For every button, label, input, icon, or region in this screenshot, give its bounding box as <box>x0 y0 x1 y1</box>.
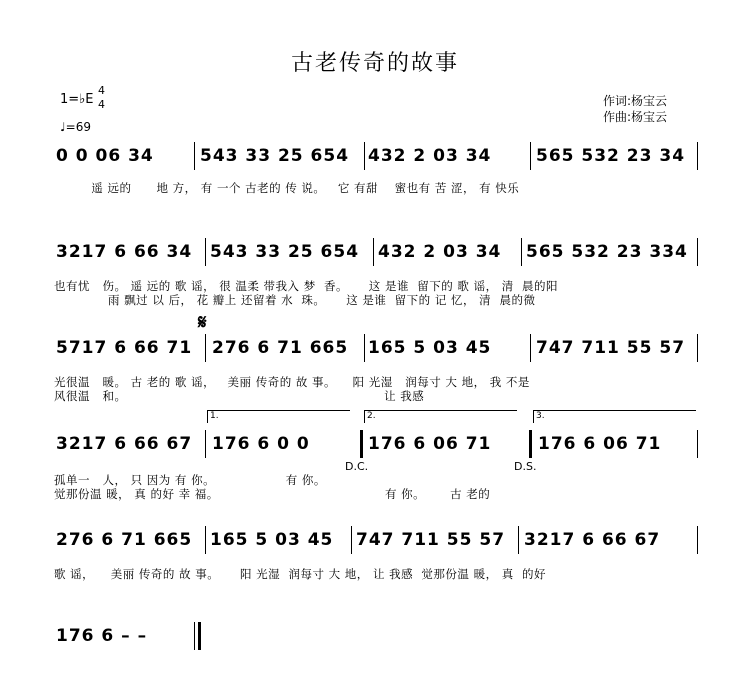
measure: 543 33 25 654 <box>210 242 360 262</box>
composer-credit: 作曲:杨宝云 <box>603 110 668 124</box>
barline <box>205 334 206 362</box>
dal-segno-mark: D.S. <box>514 460 537 473</box>
time-signature-top: 4 <box>98 84 105 97</box>
lyric-line: 觉那份温 暖， 真 的好 幸 福。 有 你。 古 老的 <box>54 487 491 501</box>
measure: 543 33 25 654 <box>200 146 350 166</box>
measure: 176 6 – – <box>56 626 148 646</box>
barline <box>351 526 352 554</box>
barline <box>530 334 531 362</box>
measure: 5717 6 66 71 <box>56 338 193 358</box>
segno-sign: 𝄋 <box>198 310 207 334</box>
lyric-line: 雨 飘过 以 后， 花 瓣上 还留着 水 珠。 这 是谁 留下的 记 忆， 清 晨的微 <box>54 293 536 307</box>
barline <box>373 238 374 266</box>
barline <box>360 430 363 458</box>
measure: 176 6 06 71 <box>538 434 662 454</box>
measure: 432 2 03 34 <box>368 146 492 166</box>
time-signature-bottom: 4 <box>98 98 105 111</box>
barline <box>205 238 206 266</box>
volta-bracket-2: 2. <box>364 410 517 423</box>
barline <box>521 238 522 266</box>
measure: 3217 6 66 67 <box>56 434 193 454</box>
barline <box>364 334 365 362</box>
lyric-line: 风很温 和。 让 我感 <box>54 389 425 403</box>
final-barline-thick <box>198 622 201 650</box>
measure: 432 2 03 34 <box>378 242 502 262</box>
da-capo-mark: D.C. <box>345 460 369 473</box>
barline <box>697 334 698 362</box>
measure: 0 0 06 34 <box>56 146 154 166</box>
barline <box>697 238 698 266</box>
barline <box>530 142 531 170</box>
tempo-marking: ♩=69 <box>60 120 91 134</box>
barline <box>697 142 698 170</box>
measure: 165 5 03 45 <box>368 338 492 358</box>
lyric-line: 光很温 暖。 古 老的 歌 谣， 美丽 传奇的 故 事。 阳 光湿 润每寸 大 地， 我 不是 <box>54 375 530 389</box>
song-title: 古老传奇的故事 <box>290 51 459 76</box>
measure: 3217 6 66 34 <box>56 242 193 262</box>
volta-bracket-1: 1. <box>207 410 350 423</box>
measure: 747 711 55 57 <box>356 530 506 550</box>
measure: 176 6 06 71 <box>368 434 492 454</box>
barline <box>529 430 532 458</box>
barline <box>205 526 206 554</box>
final-barline-thin <box>194 622 195 650</box>
lyric-line: 遥 远的 地 方， 有 一个 古老的 传 说。 它 有甜 蜜也有 苦 涩， 有 快乐 <box>54 181 520 195</box>
measure: 276 6 71 665 <box>56 530 193 550</box>
lyricist-credit: 作词:杨宝云 <box>603 94 668 108</box>
barline <box>194 142 195 170</box>
lyric-line: 歌 谣， 美丽 传奇的 故 事。 阳 光湿 润每寸 大 地， 让 我感 觉那份温 暖， 真 的好 <box>54 567 547 581</box>
barline <box>364 142 365 170</box>
measure: 276 6 71 665 <box>212 338 349 358</box>
lyric-line: 也有忧 伤。 遥 远的 歌 谣， 很 温柔 带我入 梦 香。 这 是谁 留下的 歌 谣， 清 晨的阳 <box>54 279 559 293</box>
barline <box>697 430 698 458</box>
volta-bracket-3: 3. <box>533 410 696 423</box>
key-signature: 1=♭E <box>60 92 94 107</box>
measure: 565 532 23 34 <box>536 146 686 166</box>
measure: 176 6 0 0 <box>212 434 310 454</box>
barline <box>518 526 519 554</box>
measure: 3217 6 66 67 <box>524 530 661 550</box>
measure: 565 532 23 334 <box>526 242 688 262</box>
barline <box>697 526 698 554</box>
measure: 165 5 03 45 <box>210 530 334 550</box>
measure: 747 711 55 57 <box>536 338 686 358</box>
lyric-line: 孤单一 人， 只 因为 有 你。 有 你。 <box>54 473 326 487</box>
barline <box>205 430 206 458</box>
